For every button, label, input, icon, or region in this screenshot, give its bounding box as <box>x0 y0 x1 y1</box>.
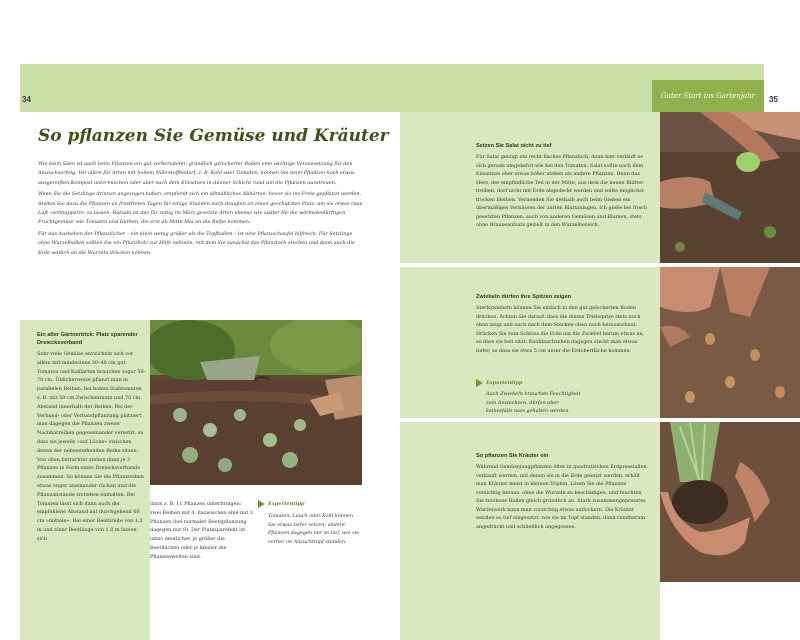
page-title: So pflanzen Sie Gemüse und Kräuter <box>38 126 389 146</box>
expert-tip-text: Tomaten, Lauch oder Kohl können Sie etwas tiefer setzen; andere Pflanzen dagegen nur so tief, wie sie vorher im Anzuchttopf standen. <box>268 513 360 545</box>
intro-paragraph: Für das Ausheben der Pflanzlöcher – ein klein wenig größer als die Topfballen – ist eine Pflanzschaufel hilfreich. Für Setzlinge ohne Wurzelballen sollten Sie ein Pflanzholz zur Hilfe nehmen, mit dem Sie zunächst das Pflanzloch stechen und dann auch die Erde seitlich an die Wurzeln drücken können. <box>38 230 355 256</box>
intro-paragraph: Wenn Sie die Setzlinge drinnen angezogen haben, empfiehlt sich ein allmähliches Abhärten, bevor sie ins Freie gepflanzt werden. Stellen Sie dazu die Pflanzen an frostfreien Tagen für einige Stunden nach draußen an einen geschützten Platz, um sie etwas raue Luft »schnuppern« zu lassen. Ratsam ist das für zeitig im März gesetzte Arten ebenso wie später für die wärmebedürftigen Fruchtgemüse wie Tomaten und Gurken, die erst ab Mitte Mai an die Reihe kommen. <box>38 191 363 226</box>
expert-tip-label: Expertentipp <box>476 379 522 387</box>
section-title: So pflanzen Sie Kräuter ein <box>476 453 549 459</box>
section-body: Für Salat genügt ein recht flaches Pflanzloch, denn hier verläuft es sich gerade umgekehrt wie bei den Tomaten: Salat sollte nach dem Einsetzen eher etwas höher stehen als andere Pflanzen. Denn das Herz, der empfindliche Teil in der Mitte, aus dem die neuen Blätter treiben, darf nicht mit Erde abgedeckt werden und sollte möglichst trocken bleiben. Vermeiden Sie deshalb auch beim Gießen ein übermäßiges Vernässen der zarten Blattanlagen. Ich gieße bei frisch gesetzten Pflanzen, auch von anderen Gemüsen und Blumen, stets ohne Brauseaufsatz gezielt in den Wurzelbereich. <box>476 154 648 228</box>
tip-box-continuation: dann z. B. 11 Pflanzen unterbringen: zwei Reihen mit 4, dazwischen eine mit 3 Pflanzen (bei normaler Beetspflanzung dagegen nur 9). Der Platzsparefekt ist umso deutlicher, je größer die Beetflächen oder je kleiner die Pflanzenweiten sind. <box>150 501 253 560</box>
arrow-icon <box>476 379 483 387</box>
tip-box-title: Ein alter Gärtnertrick: Platz sparender Dreiecksverband <box>37 332 138 347</box>
garden-bed-photo <box>150 320 362 485</box>
running-title: Guter Start ins Gartenjahr <box>660 92 756 100</box>
expert-tip-text: Auch Zwiebeln brauchen Feuchtigkeit zum Anwachsen, dürfen aber keinesfalls nass gehalten werden. <box>486 391 581 415</box>
tip-box-body: Sehr viele Gemüse entwickeln sich vor allem mit mindestens 30–40 cm gut. Tomaten und Kohlarten brauchen sogar 50–70 cm. Üblicherweise pflanzt man in parallelen Reihen, bei hohen Stabtomaten z. B. mit 50 cm Zwischenraum und 70 cm Abstand innerhalb der Reihen. Bei der Verband- oder Verbandpflanzung platziert man dagegen die Pflanzen zweier Nachbarreihen gegeneinander versetzt, so dass sie jeweils »auf Lücke« zwischen denen der nebenstehenden Reihe sitzen. Von oben betrachtet stehen dann je 3 Pflanzen in Form eines Dreiecksverbands zusammen. So können Sie die Pflanzreihen etwas enger aneinander rücken und die Pflanzabstände trotzdem einhalten. Bei Tomaten lässt sich dann auch der empfohlene Abstand auf durchgehend 60 cm »mitteln«. Bei einer Beetbreite von 1,2 m und einer Beetlänge von 1,8 m lassen sich <box>37 351 147 542</box>
intro-paragraph: Wie beim Säen ist auch beim Pflanzen ein gut vorbereiteter, gründlich gelockerter Boden eine wichtige Voraussetzung für den Anwuchserfolg. Vor allem für Arten mit hohem Nährstoffbedarf, z. B. Kohl oder Tomaten, können Sie beim Pflanzen noch etwas ausgereiften Kompost untermischen oder aber nach dem Einsetzen in dünner Schicht rund um die Pflanzen ausstreuen. <box>38 161 355 186</box>
section-title: Setzen Sie Salat nicht zu tief <box>476 143 552 149</box>
intro-text <box>38 160 363 260</box>
arrow-icon <box>258 500 265 508</box>
section-title: Zwiebeln dürfen ihre Spitzen zeigen <box>476 294 572 300</box>
section-body: Steckzwiebeln können Sie einfach in den gut gelockerten Boden drücken. Achten Sie darauf, dass die dünne Triebspitze stets noch oben zeigt und auch nach dem Stecken oben noch herausschaut. Drücken Sie zum Schluss die Erde um die Zwiebel herum etwas an, so dass sie fest sitzt. Knoblauchzehen dagegen steckt man etwas tiefer, so dass sie etwa 5 cm unter die Erdoberfläche kommen. <box>476 305 645 354</box>
salad-planting-photo <box>660 112 800 263</box>
page-number-left: 34 <box>22 95 31 104</box>
expert-tip-label: Expertentipp <box>258 500 304 508</box>
herb-planting-photo <box>660 422 800 582</box>
page-number-right: 35 <box>769 95 778 104</box>
section-body: Während Gemüsejungpflanzen öfter in quadratischen Erdpresstallen verkauft werden, mit denen sie in die Erde gesetzt werden, erhält man Kräuter meist in kleinen Töpfen. Lösen Sie die Pflanzen vorsichtig heraus, ohne die Wurzeln zu beschädigen, und feuchten Sie trockene Ballen gleich gründlich an. Stark zusammengepresstes Wurzelwerk kann man vorsichtig etwas auflockern. Die Kräuter werden so tief eingesetzt, wie sie im Topf standen, dann rundherum angedrückt und schließlich angegossen. <box>476 464 647 530</box>
onion-planting-photo <box>660 267 800 418</box>
